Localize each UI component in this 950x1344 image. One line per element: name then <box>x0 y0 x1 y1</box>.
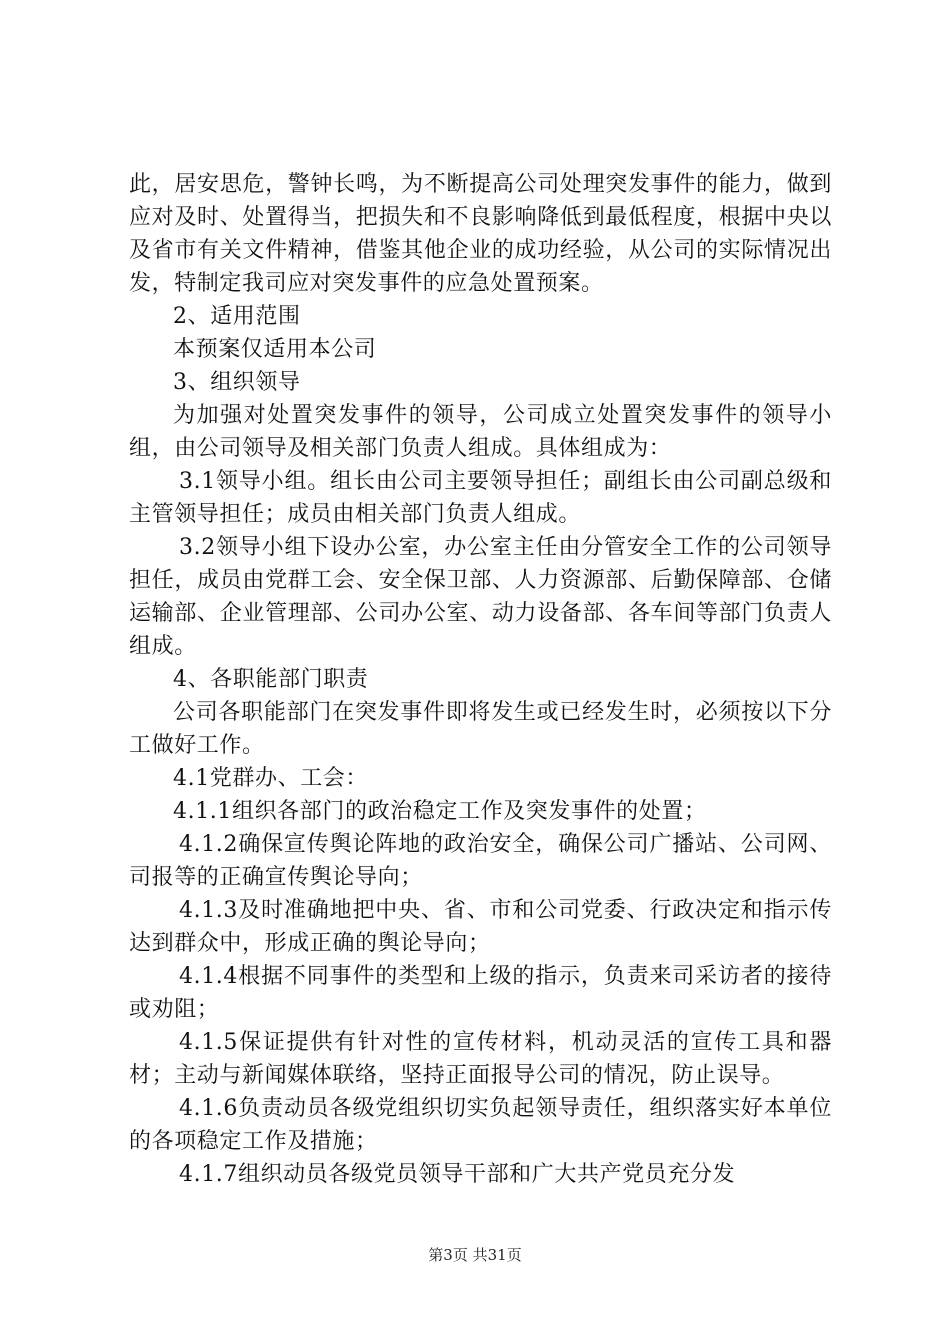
paragraph-intro-continuation: 此，居安思危，警钟长鸣，为不断提高公司处理突发事件的能力，做到应对及时、处置得当，把损失和不良影响降低到最低程度，根据中央以及省市有关文件精神，借鉴其他企业的成功经验，从公司的实际情况出发，特制定我司应对突发事件的应急处置预案。 <box>129 172 832 296</box>
paragraph-leadership-intro: 为加强对处置突发事件的领导，公司成立处置突发事件的领导小组，由公司领导及相关部门负责人组成。具体组成为： <box>129 403 832 461</box>
paragraph-4-1-2: 4.1.2确保宣传舆论阵地的政治安全，确保公司广播站、公司网、司报等的正确宣传舆论导向； <box>129 832 832 890</box>
paragraph-4-1-3: 4.1.3及时准确地把中央、省、市和公司党委、行政决定和指示传达到群众中，形成正确的舆论导向； <box>129 898 832 956</box>
page-number-footer: 第3页 共31页 <box>428 1246 522 1264</box>
section-heading-duties: 4、各职能部门职责 <box>173 667 369 692</box>
document-body <box>129 168 832 1191</box>
section-heading-leadership: 3、组织领导 <box>173 370 301 395</box>
paragraph-4-1-6: 4.1.6负责动员各级党组织切实负起领导责任，组织落实好本单位的各项稳定工作及措施； <box>129 1096 832 1154</box>
paragraph-3-2: 3.2领导小组下设办公室，办公室主任由分管安全工作的公司领导担任，成员由党群工会、安全保卫部、人力资源部、后勤保障部、仓储运输部、企业管理部、公司办公室、动力设备部、各车间等部门负责人组成。 <box>129 535 832 659</box>
paragraph-4-1-7: 4.1.7组织动员各级党员领导干部和广大共产党员充分发 <box>179 1162 736 1187</box>
paragraph-4-1-5: 4.1.5保证提供有针对性的宣传材料，机动灵活的宣传工具和器材；主动与新闻媒体联络，坚持正面报导公司的情况，防止误导。 <box>129 1030 832 1088</box>
section-heading-scope: 2、适用范围 <box>173 304 301 329</box>
paragraph-3-1: 3.1领导小组。组长由公司主要领导担任；副组长由公司副总级和主管领导担任；成员由相关部门负责人组成。 <box>129 469 832 527</box>
paragraph-4-1: 4.1党群办、工会： <box>173 766 368 791</box>
paragraph-4-1-1: 4.1.1组织各部门的政治稳定工作及突发事件的处置； <box>173 799 707 824</box>
paragraph-4-1-4: 4.1.4根据不同事件的类型和上级的指示，负责来司采访者的接待或劝阻； <box>129 964 832 1022</box>
paragraph-scope: 本预案仅适用本公司 <box>173 337 377 362</box>
paragraph-duties-intro: 公司各职能部门在突发事件即将发生或已经发生时，必须按以下分工做好工作。 <box>129 700 832 758</box>
